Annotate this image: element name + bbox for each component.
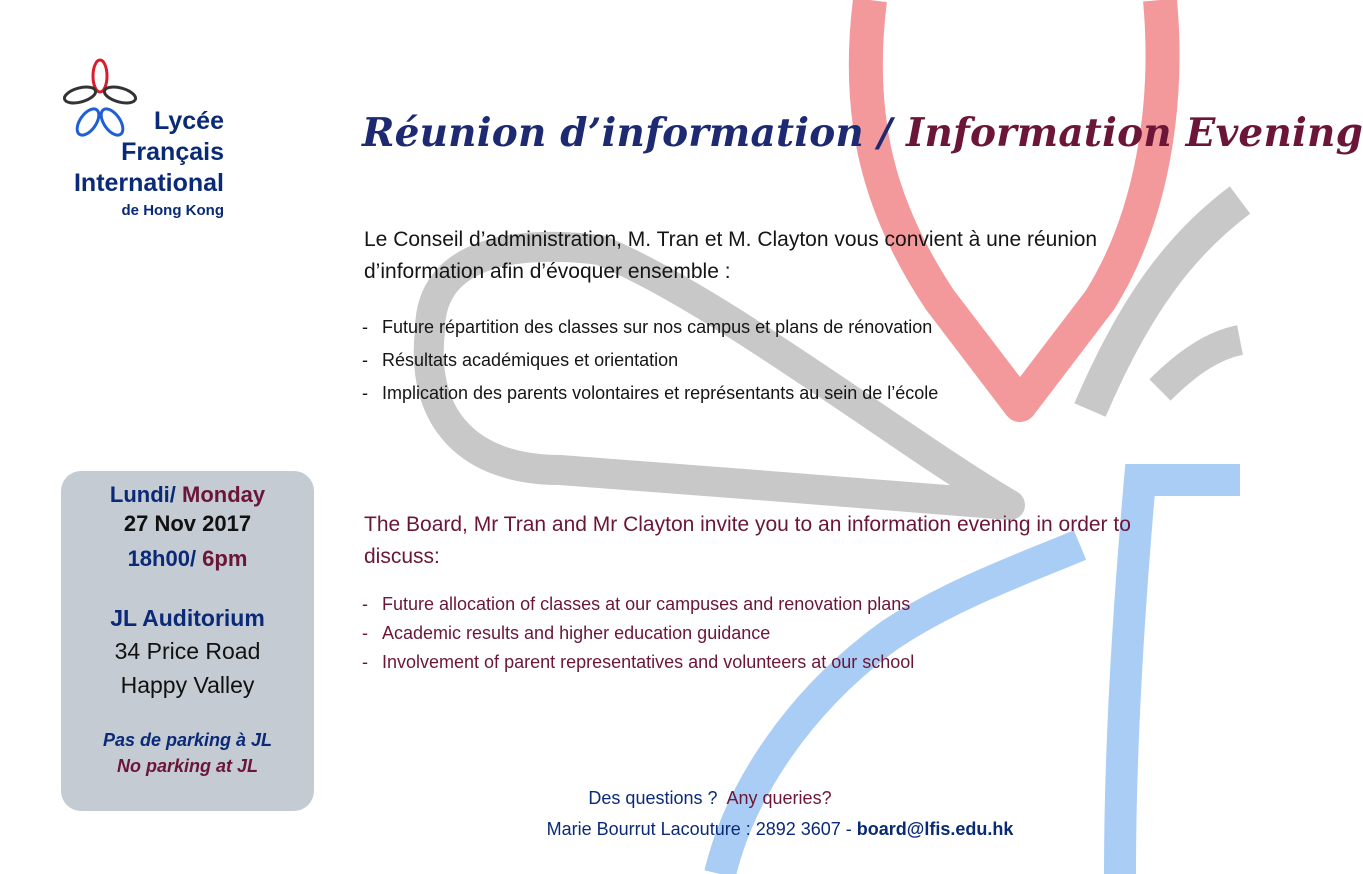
title-french: Réunion d’information /: [362, 110, 893, 156]
logo-text-international: International: [73, 169, 224, 197]
event-time: [61, 546, 314, 572]
list-item: [362, 377, 938, 410]
title-english: Information Evening: [892, 110, 1363, 156]
list-item-text: Involvement of parent representatives and volunteers at our school: [382, 652, 915, 672]
french-intro-text: Le Conseil d’administration, M. Tran et M. Clayton vous convient à une réunion d’information afin d’évoquer ensemble :: [364, 228, 1098, 283]
bullet-dash: -: [362, 317, 368, 337]
event-time-en: 6pm: [196, 546, 248, 571]
event-day-en: Monday: [175, 482, 266, 507]
event-time-fr: 18h00/: [127, 546, 197, 571]
event-date: 27 Nov 2017: [123, 511, 252, 536]
list-item: [362, 648, 914, 677]
bullet-dash: -: [362, 652, 368, 672]
event-day: [61, 482, 314, 508]
english-intro-text: The Board, Mr Tran and Mr Clayton invite you to an information evening in order to discuss:: [364, 513, 1131, 568]
list-item: [362, 619, 914, 648]
list-item-text: Academic results and higher education guidance: [382, 623, 771, 643]
french-topic-list: [362, 311, 938, 410]
grey-petal-right-inner: [1160, 340, 1240, 390]
event-venue: JL Auditorium: [110, 605, 265, 631]
event-address-line1: 34 Price Road: [114, 638, 261, 664]
list-item: [362, 590, 914, 619]
english-topic-list: [362, 590, 914, 677]
parking-note-en: No parking at JL: [116, 756, 259, 776]
contact-question-en: Any queries?: [717, 788, 832, 808]
contact-email-link[interactable]: board@lfis.edu.hk: [856, 819, 1014, 839]
list-item: [362, 344, 938, 377]
contact-name-phone: Marie Bourrut Lacouture : 2892 3607 -: [546, 819, 857, 839]
logo-text-hong-kong: de Hong Kong: [121, 202, 224, 219]
bullet-dash: -: [362, 350, 368, 370]
event-info-box: [61, 471, 314, 811]
parking-note-fr: Pas de parking à JL: [102, 730, 273, 750]
contact-details: [440, 819, 1120, 840]
list-item-text: Résultats académiques et orientation: [382, 350, 679, 370]
event-address-line2: Happy Valley: [120, 672, 255, 698]
logo-text-lycee: Lycée: [154, 107, 224, 135]
logo-text-francais: Français: [121, 138, 224, 166]
bullet-dash: -: [362, 594, 368, 614]
contact-question: [430, 788, 990, 809]
bullet-dash: -: [362, 623, 368, 643]
list-item-text: Future allocation of classes at our campuses and renovation plans: [382, 594, 911, 614]
list-item: [362, 311, 938, 344]
event-day-fr: Lundi/: [109, 482, 176, 507]
list-item-text: Future répartition des classes sur nos campus et plans de rénovation: [382, 317, 933, 337]
bullet-dash: -: [362, 383, 368, 403]
page-title: [362, 110, 1363, 156]
contact-question-fr: Des questions ?: [588, 788, 718, 808]
list-item-text: Implication des parents volontaires et représentants au sein de l’école: [382, 383, 939, 403]
